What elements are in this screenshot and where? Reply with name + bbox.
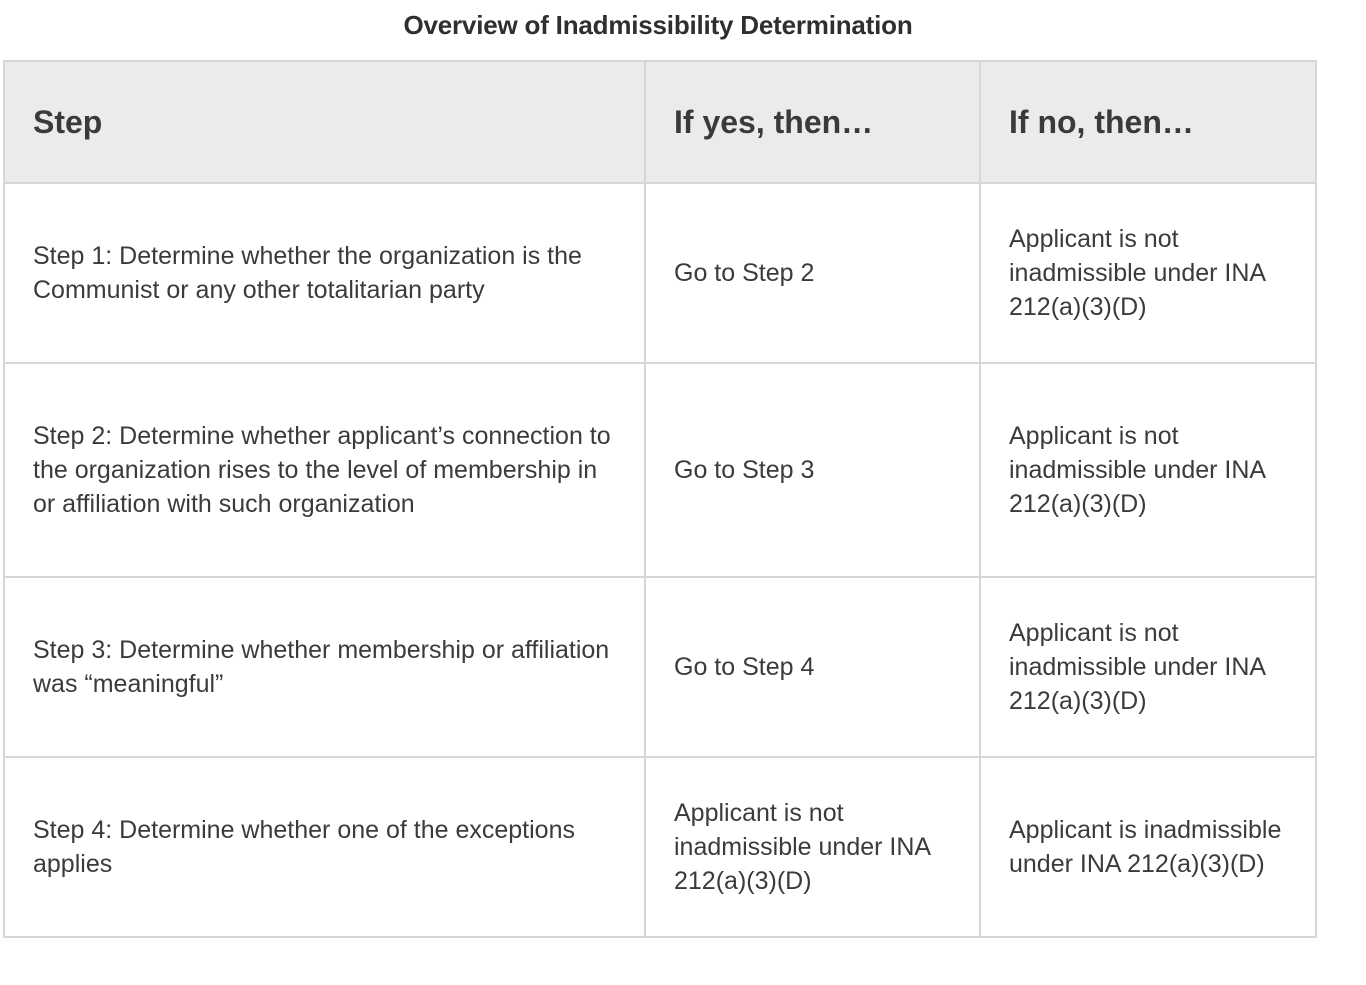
table-caption: Overview of Inadmissibility Determination xyxy=(403,10,913,40)
step-cell: Step 1: Determine whether the organization is the Communist or any other totalitarian party xyxy=(4,183,645,363)
header-if-no: If no, then… xyxy=(980,61,1316,183)
if-no-cell: Applicant is not inadmissible under INA 212(a)(3)(D) xyxy=(980,577,1316,757)
if-no-cell: Applicant is not inadmissible under INA 212(a)(3)(D) xyxy=(980,363,1316,577)
if-yes-cell: Go to Step 3 xyxy=(645,363,980,577)
table-row xyxy=(4,363,1316,577)
header-step: Step xyxy=(4,61,645,183)
if-yes-cell: Go to Step 4 xyxy=(645,577,980,757)
if-no-cell: Applicant is inadmissible under INA 212(a)(3)(D) xyxy=(980,757,1316,937)
step-cell: Step 3: Determine whether membership or affiliation was “meaningful” xyxy=(4,577,645,757)
step-cell: Step 4: Determine whether one of the exceptions applies xyxy=(4,757,645,937)
table-header-row xyxy=(4,61,1316,183)
header-if-yes: If yes, then… xyxy=(645,61,980,183)
if-yes-cell: Applicant is not inadmissible under INA 212(a)(3)(D) xyxy=(645,757,980,937)
table-row xyxy=(4,183,1316,363)
step-cell: Step 2: Determine whether applicant’s connection to the organization rises to the level of membership in or affiliation with such organization xyxy=(4,363,645,577)
table-row xyxy=(4,577,1316,757)
inadmissibility-table xyxy=(3,60,1317,938)
if-yes-cell: Go to Step 2 xyxy=(645,183,980,363)
if-no-cell: Applicant is not inadmissible under INA 212(a)(3)(D) xyxy=(980,183,1316,363)
table-row xyxy=(4,757,1316,937)
